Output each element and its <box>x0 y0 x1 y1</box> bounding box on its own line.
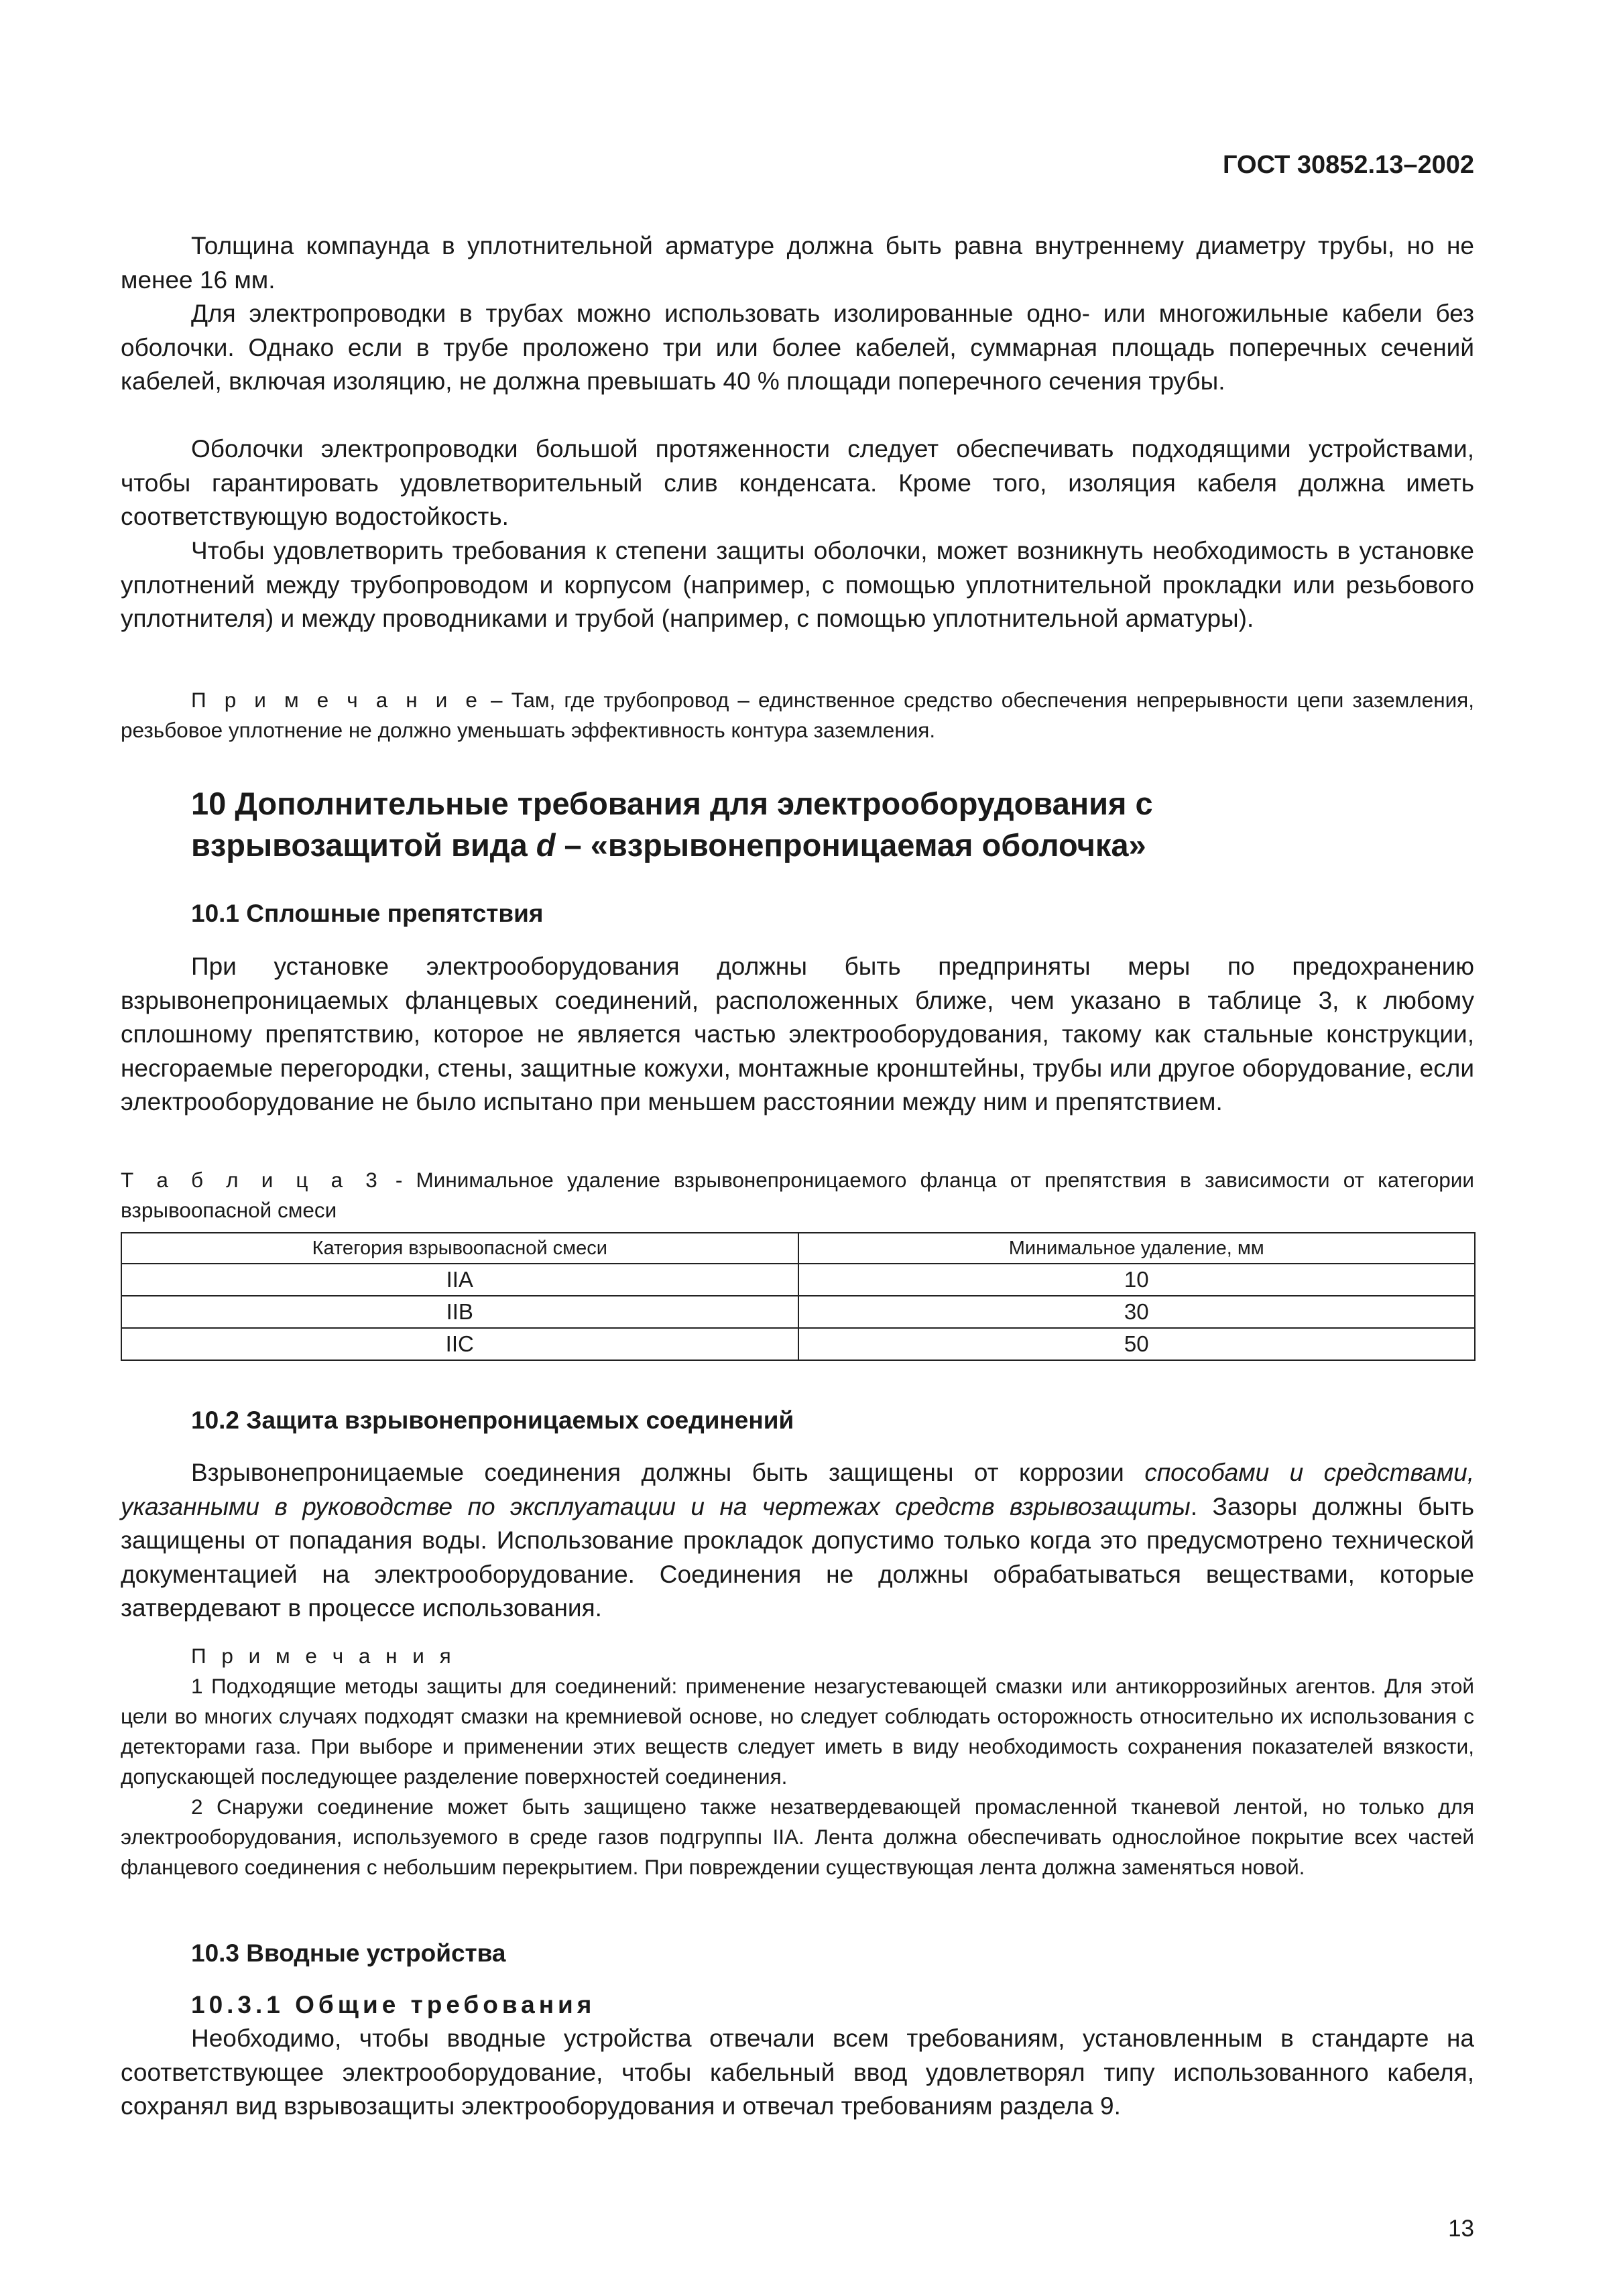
table-header-distance: Минимальное удаление, мм <box>798 1233 1476 1264</box>
paragraph-seals: Чтобы удовлетворить требования к степени защиты оболочки, может возникнуть необходимость в установке уплотнений между трубопроводом и корпусом (например, с помощью уплотнительной прокладки или резьбового уплотнителя) и между проводниками и трубой (например, с помощью уплотнительной арматуры). <box>121 537 1474 632</box>
paragraph-condensate: Оболочки электропроводки большой протяженности следует обеспечивать подходящими устройствами, чтобы гарантировать удовлетворительный слив конденсата. Кроме того, изоляция кабеля должна иметь соответствующую водостойкость. <box>121 435 1474 530</box>
paragraph-joint-protection <box>121 1456 1474 1626</box>
paragraph-compound-thickness: Толщина компаунда в уплотнительной арматуре должна быть равна внутреннему диаметру трубы, но не менее 16 мм. <box>121 232 1474 294</box>
table-cell-category: IIC <box>121 1328 798 1360</box>
section-10-2-heading: 10.2 Защита взрывонепроницаемых соединений <box>191 1406 794 1434</box>
paragraph-cables-in-pipes: Для электропроводки в трубах можно использовать изолированные одно- или многожильные кабели без оболочки. Однако если в трубе проложено три или более кабелей, суммарная площадь поперечных сечений кабелей, включая изоляцию, не должна превышать 40 % площади поперечного сечения трубы. <box>121 300 1474 395</box>
note-2: 2 Снаружи соединение может быть защищено также незатвердевающей промасленной тканевой лентой, но только для электрооборудования, используемого в среде газов подгруппы IIA. Лента должна обеспечивать однослойное покрытие всех частей фланцевого соединения с небольшим перекрытием. При повреждении существующая лента должна заменяться новой. <box>121 1795 1474 1879</box>
table-cell-category: IIB <box>121 1296 798 1328</box>
note-1: 1 Подходящие методы защиты для соединений: применение незагустевающей смазки или антикоррозийных агентов. Для этой цели во многих случаях подходят смазки на кремниевой основе, но следует соблюдать осторожность относительно их использования с детекторами газа. При выборе и применении этих веществ следует иметь в виду необходимость сохранения показателей вязкости, допускающей последующее разделение поверхностей соединения. <box>121 1674 1474 1789</box>
note-label: П р и м е ч а н и е <box>191 688 482 712</box>
notes-label <box>121 1641 1474 1671</box>
table-cell-distance: 50 <box>798 1328 1476 1360</box>
joint-protection-italic: способами и средствами, указанными в руководстве по эксплуатации и на чертежах средств взрывозащиты <box>121 1459 1474 1520</box>
table-3 <box>121 1232 1476 1361</box>
table-header-row <box>121 1233 1475 1264</box>
table-3-label: Т а б л и ц а 3 <box>121 1168 382 1192</box>
table-row <box>121 1296 1475 1328</box>
standard-number: ГОСТ 30852.13–2002 <box>1222 151 1474 179</box>
table-3-caption <box>121 1165 1474 1225</box>
section-10-3-1-heading: 10.3.1 Общие требования <box>191 1991 596 2018</box>
section-10-1-heading: 10.1 Сплошные препятствия <box>191 900 544 927</box>
notes-label-text: П р и м е ч а н и я <box>191 1644 456 1668</box>
joint-protection-text-a: Взрывонепроницаемые соединения должны быть защищены от коррозии <box>191 1459 1145 1486</box>
table-row <box>121 1328 1475 1360</box>
section-10-title <box>191 783 1153 866</box>
section-10-title-line2a: взрывозащитой вида <box>191 827 536 863</box>
table-cell-distance: 10 <box>798 1264 1476 1296</box>
section-10-title-line1: 10 Дополнительные требования для электрооборудования с <box>191 786 1153 821</box>
section-10-title-line2c: – «взрывонепроницаемая оболочка» <box>555 827 1146 863</box>
joint-protection-text-b: . Зазоры должны быть защищены от попадания воды. Использование прокладок допустимо только когда это предусмотрено технической документацией на электрооборудование. Соединения не должны обрабатываться веществами, которые затвердевают в процессе использования. <box>121 1492 1474 1622</box>
table-row <box>121 1264 1475 1296</box>
table-3-caption-text: - Минимальное удаление взрывонепроницаемого фланца от препятствия в зависимости от категории взрывоопасной смеси <box>121 1168 1474 1222</box>
table-cell-category: IIA <box>121 1264 798 1296</box>
note-grounding <box>121 685 1474 745</box>
paragraph-obstacles: При установке электрооборудования должны быть предприняты меры по предохранению взрывонепроницаемых фланцевых соединений, расположенных ближе, чем указано в таблице 3, к любому сплошному препятствию, которое не является частью электрооборудования, такому как стальные конструкции, несгораемые перегородки, стены, защитные кожухи, монтажные кронштейны, трубы или другое оборудование, если электрооборудование не было испытано при меньшем расстоянии между ним и препятствием. <box>121 953 1474 1115</box>
page-number: 13 <box>1448 2216 1474 2242</box>
table-header-category: Категория взрывоопасной смеси <box>121 1233 798 1264</box>
section-10-3-heading: 10.3 Вводные устройства <box>191 1939 506 1967</box>
section-10-title-italic-d: d <box>536 827 556 863</box>
table-cell-distance: 30 <box>798 1296 1476 1328</box>
paragraph-entry-devices: Необходимо, чтобы вводные устройства отвечали всем требованиям, установленным в стандарте на соответствующее электрооборудование, чтобы кабельный ввод удовлетворял типу использованного кабеля, сохранял вид взрывозащиты электрооборудования и отвечал требованиям раздела 9. <box>121 2025 1474 2120</box>
note-text: – Там, где трубопровод – единственное средство обеспечения непрерывности цепи заземления, резьбовое уплотнение не должно уменьшать эффективность контура заземления. <box>121 688 1474 742</box>
